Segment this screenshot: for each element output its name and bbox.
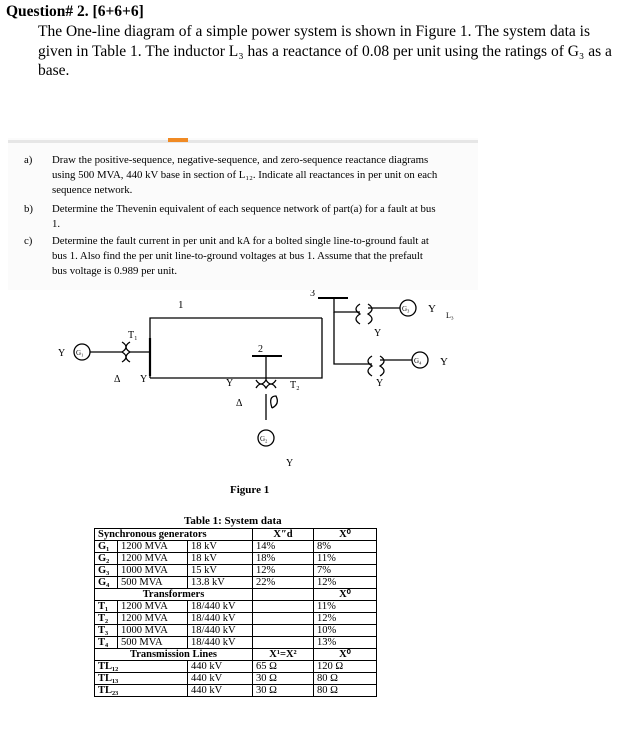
empty-cell — [253, 589, 314, 601]
part-label: b) — [24, 203, 33, 215]
tl-id: TL₁₂ — [95, 661, 188, 673]
table-header-row — [95, 589, 377, 601]
table-row — [95, 553, 377, 565]
tl-x1: 30 Ω — [253, 685, 314, 697]
t1-label: T₁ — [128, 330, 138, 341]
part-line: Determine the fault current in per unit and kA for a bolted single line-to-ground fault at — [52, 235, 429, 247]
part-line: sequence network. — [52, 184, 133, 196]
tl-x0: 80 Ω — [314, 673, 377, 685]
t1-coil-right — [126, 342, 130, 362]
t4-wye: Y — [376, 378, 384, 389]
table-row — [95, 637, 377, 649]
tx-id: T₁ — [95, 601, 118, 613]
tx-mva: 500 MVA — [118, 637, 188, 649]
t1-wye: Y — [140, 374, 148, 385]
t2-label: T₂ — [290, 380, 300, 391]
x0-header: X⁰ — [314, 529, 377, 541]
empty-cell — [253, 613, 314, 625]
tx-x0: 13% — [314, 637, 377, 649]
g1-wye: Y — [58, 348, 66, 359]
tl-x1: 30 Ω — [253, 673, 314, 685]
xd-header: X″d — [253, 529, 314, 541]
t2-coil-top — [256, 380, 276, 384]
system-data-table — [94, 528, 377, 697]
question-line: base. — [38, 62, 70, 79]
tx-kv: 18/440 kV — [188, 625, 253, 637]
gen-xd: 22% — [253, 577, 314, 589]
part-label: a) — [24, 154, 33, 166]
t4-coil-left — [368, 356, 372, 376]
t2-coil-bottom — [256, 384, 276, 388]
line-bus1-bus3 — [150, 318, 322, 348]
tl-kv: 440 kV — [188, 661, 253, 673]
table-row — [95, 601, 377, 613]
part-line: bus 1. Also find the per unit line-to-ground voltages at bus 1. Assume that the prefault — [52, 250, 423, 262]
table-header-row — [95, 649, 377, 661]
gen-id: G₂ — [95, 553, 118, 565]
gen-mva: 500 MVA — [118, 577, 188, 589]
table-header-row — [95, 529, 377, 541]
bus-1-label: 1 — [178, 299, 184, 311]
part-line: 1. — [52, 218, 61, 230]
gen-mva: 1000 MVA — [118, 565, 188, 577]
table-row — [95, 565, 377, 577]
empty-cell — [253, 601, 314, 613]
gen-mva: 1200 MVA — [118, 553, 188, 565]
tx-kv: 18/440 kV — [188, 613, 253, 625]
tx-kv: 18/440 kV — [188, 601, 253, 613]
tl-id: TL₂₃ — [95, 685, 188, 697]
tl-id: TL₁₃ — [95, 673, 188, 685]
table-title: Table 1: System data — [184, 515, 282, 527]
gen-id: G₄ — [95, 577, 118, 589]
bus-3-label: 3 — [310, 290, 315, 299]
tx-x0-header: X⁰ — [314, 589, 377, 601]
gen-kv: 15 kV — [188, 565, 253, 577]
tl-x0: 120 Ω — [314, 661, 377, 673]
g2-label: G₂ — [260, 435, 268, 443]
part-line: bus voltage is 0.989 per unit. — [52, 265, 178, 277]
gen-xd: 18% — [253, 553, 314, 565]
gen-x0: 12% — [314, 577, 377, 589]
t4-link — [334, 312, 372, 364]
t1-coil-left — [122, 342, 126, 362]
part-line: Determine the Thevenin equivalent of each sequence network of part(a) for a fault at bus — [52, 203, 436, 215]
table-row — [95, 541, 377, 553]
t3-coil-left — [356, 304, 360, 324]
empty-cell — [253, 637, 314, 649]
tl-x1-header: X¹=X² — [253, 649, 314, 661]
gen-kv: 18 kV — [188, 541, 253, 553]
g4-label: G₄ — [414, 357, 422, 365]
tl-x0-header: X⁰ — [314, 649, 377, 661]
gen-x0: 11% — [314, 553, 377, 565]
t2-wye: Y — [226, 378, 234, 389]
table-row — [95, 673, 377, 685]
gen-x0: 7% — [314, 565, 377, 577]
scan-top-bar — [8, 140, 478, 143]
tx-id: T₄ — [95, 637, 118, 649]
l3-inductor — [271, 396, 278, 408]
tx-x0: 11% — [314, 601, 377, 613]
transformers-header: Transformers — [95, 589, 253, 601]
gen-x0: 8% — [314, 541, 377, 553]
table-row — [95, 661, 377, 673]
l3-label: L₃ — [446, 311, 454, 320]
gen-mva: 1200 MVA — [118, 541, 188, 553]
g1-label: G₁ — [76, 349, 84, 357]
t3-coil-right — [368, 304, 372, 324]
gen-kv: 13.8 kV — [188, 577, 253, 589]
question-title: Question# 2. [6+6+6] — [6, 3, 144, 20]
table-row — [95, 685, 377, 697]
tx-x0: 10% — [314, 625, 377, 637]
part-line: using 500 MVA, 440 kV base in section of L₁₂. Indicate all reactances in per unit on each — [52, 169, 438, 181]
question-line: The One-line diagram of a simple power system is shown in Figure 1. The system data is — [38, 23, 591, 40]
one-line-diagram — [0, 290, 622, 485]
tl-x0: 80 Ω — [314, 685, 377, 697]
t3-wye: Y — [374, 328, 382, 339]
tl-kv: 440 kV — [188, 685, 253, 697]
table-row — [95, 577, 377, 589]
lines-header: Transmission Lines — [95, 649, 253, 661]
t1-delta: Δ — [114, 374, 121, 385]
bus-2-label: 2 — [258, 344, 263, 355]
question-body — [38, 22, 618, 81]
line-bus3-bus2 — [150, 318, 322, 378]
gen-id: G₃ — [95, 565, 118, 577]
g3-label: G₃ — [402, 305, 410, 313]
tx-mva: 1200 MVA — [118, 601, 188, 613]
t2-delta: Δ — [236, 398, 243, 409]
gen-id: G₁ — [95, 541, 118, 553]
generators-header: Synchronous generators — [95, 529, 253, 541]
question-line: given in Table 1. The inductor L₃ has a reactance of 0.08 per unit using the ratings of G₃ as a — [38, 42, 612, 60]
tx-mva: 1000 MVA — [118, 625, 188, 637]
tx-id: T₂ — [95, 613, 118, 625]
scan-orange-mark — [168, 138, 188, 142]
g4-wye: Y — [440, 356, 448, 368]
part-label: c) — [24, 235, 33, 247]
gen-xd: 12% — [253, 565, 314, 577]
figure-caption: Figure 1 — [230, 484, 270, 496]
tl-x1: 65 Ω — [253, 661, 314, 673]
part-line: Draw the positive-sequence, negative-sequence, and zero-sequence reactance diagrams — [52, 154, 429, 166]
table-row — [95, 613, 377, 625]
gen-kv: 18 kV — [188, 553, 253, 565]
g2-wye: Y — [286, 458, 294, 469]
tx-id: T₃ — [95, 625, 118, 637]
empty-cell — [253, 625, 314, 637]
tx-kv: 18/440 kV — [188, 637, 253, 649]
tl-kv: 440 kV — [188, 673, 253, 685]
t4-coil-right — [380, 356, 384, 376]
table-row — [95, 625, 377, 637]
tx-x0: 12% — [314, 613, 377, 625]
g3-wye: Y — [428, 303, 436, 315]
gen-xd: 14% — [253, 541, 314, 553]
tx-mva: 1200 MVA — [118, 613, 188, 625]
